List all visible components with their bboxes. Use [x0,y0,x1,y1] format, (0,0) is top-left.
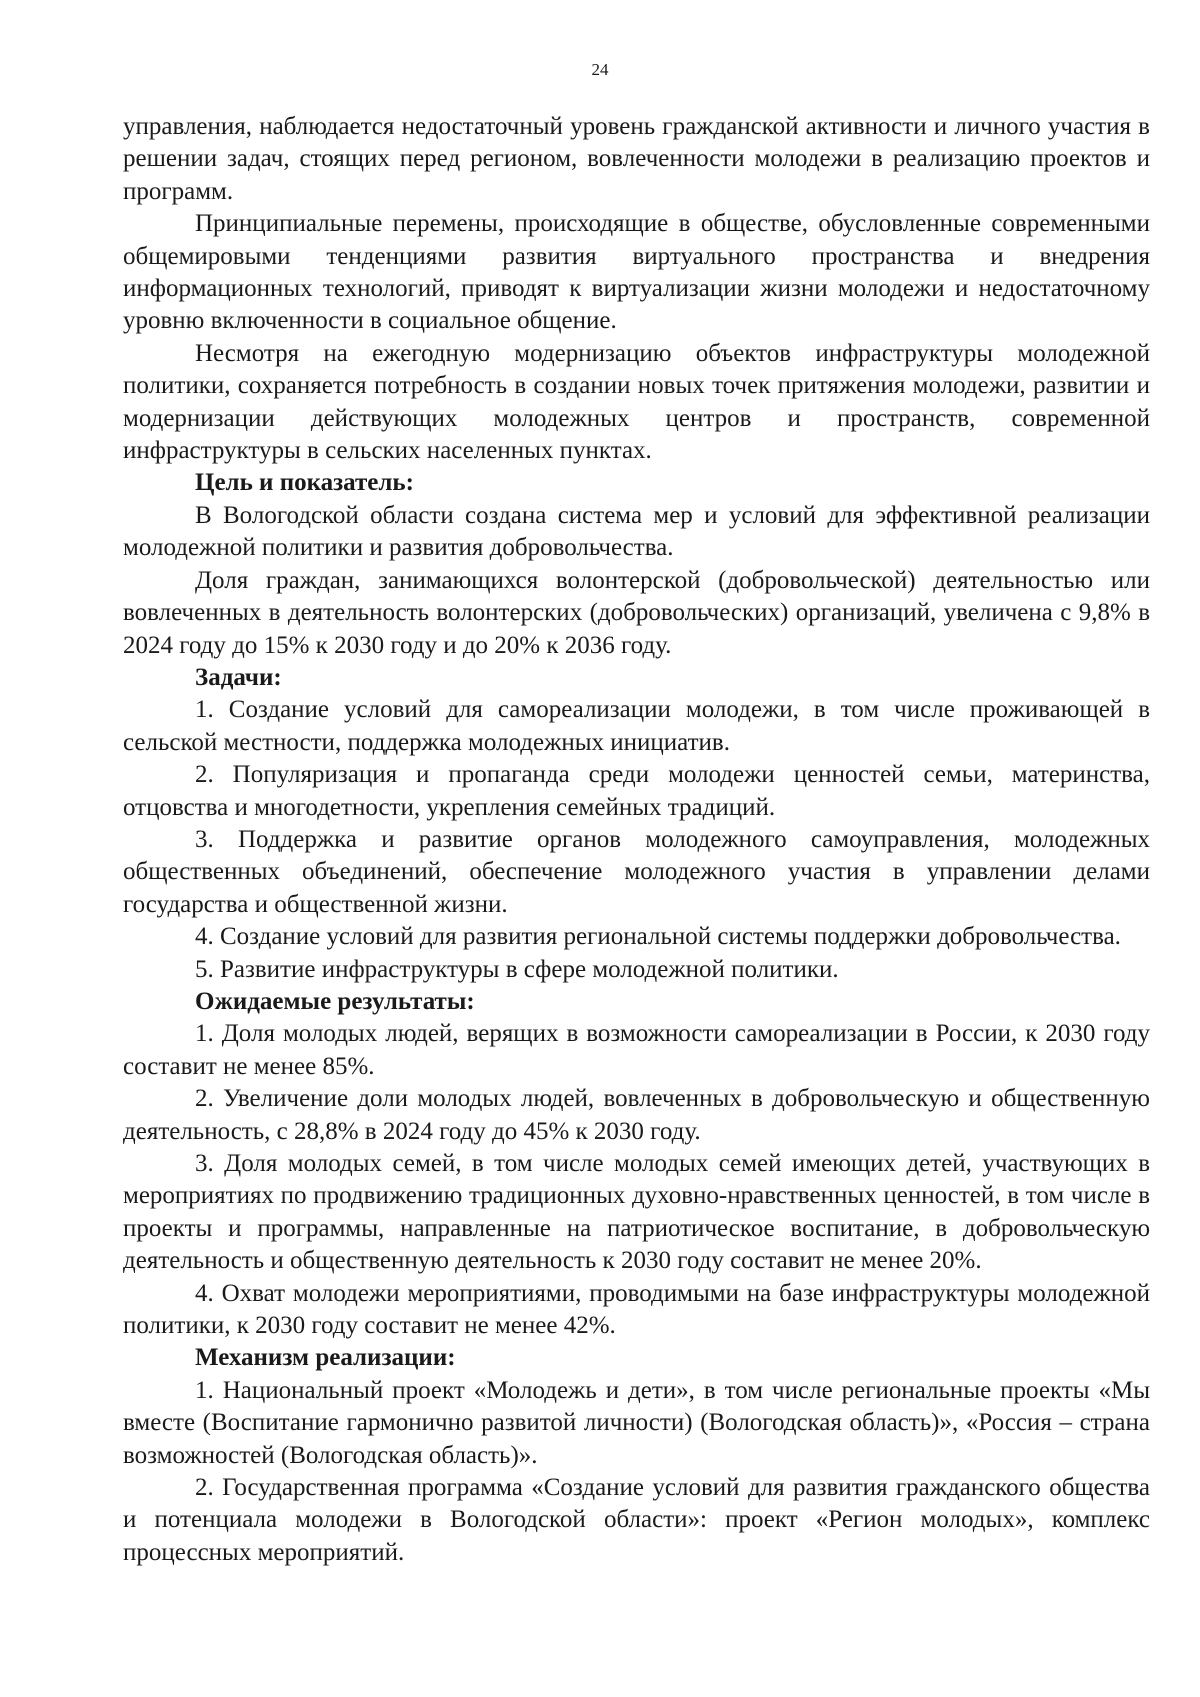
heading-expected-results: Ожидаемые результаты: [195,987,475,1015]
document-body [123,111,1150,1569]
result-item-3: 3. Доля молодых семей, в том числе молодых семей имеющих детей, участвующих в мероприятиях по продвижению традиционных духовно-нравственных ценностей, в том числе в проекты и программы, направленные на патриотическое воспитание, в добровольческую деятельность и общественную деятельность к 2030 году составит не менее 20%. [123,1150,1150,1275]
task-item-5: 5. Развитие инфраструктуры в сфере молодежной политики. [195,955,839,983]
heading-tasks: Задачи: [195,663,282,691]
heading-mechanism: Механизм реализации: [195,1344,456,1372]
task-item-1: 1. Создание условий для самореализации молодежи, в том числе проживающей в сельской местности, поддержка молодежных инициатив. [123,696,1150,756]
task-item-4: 4. Создание условий для развития региональной системы поддержки добровольчества. [195,923,1121,951]
paragraph-infrastructure: Несмотря на ежегодную модернизацию объектов инфраструктуры молодежной политики, сохраняется потребность в создании новых точек притяжения молодежи, развитии и модернизации действующих молодежных центров и пространств, современной инфраструктуры в сельских населенных пунктах. [123,339,1150,465]
heading-goal: Цель и показатель: [195,469,414,497]
result-item-2: 2. Увеличение доли молодых людей, вовлеченных в добровольческую и общественную деятельность, с 28,8% в 2024 году до 45% к 2030 году. [123,1085,1150,1145]
page-number: 24 [591,60,609,79]
paragraph-changes: Принципиальные перемены, происходящие в обществе, обусловленные современными общемировыми тенденциями развития виртуального пространства и внедрения информационных технологий, приводят к виртуализации жизни молодежи и недостаточному уровню включенности в социальное общение. [123,210,1150,335]
task-item-3: 3. Поддержка и развитие органов молодежного самоуправления, молодежных общественных объединений, обеспечение молодежного участия в управлении делами государства и общественной жизни. [123,825,1150,918]
paragraph-indicator: Доля граждан, занимающихся волонтерской (добровольческой) деятельностью или вовлеченных в деятельность волонтерских (добровольческих) организаций, увеличена с 9,8% в 2024 году до 15% к 2030 году и до 20% к 2036 году. [123,566,1150,659]
paragraph-goal: В Вологодской области создана система мер и условий для эффективной реализации молодежной политики и развития добровольчества. [123,501,1150,562]
mechanism-item-1: 1. Национальный проект «Молодежь и дети», в том числе региональные проекты «Мы вместе (Воспитание гармонично развитой личности) (Вологодская область)», «Россия – страна возможностей (Вологодская область)». [123,1376,1150,1469]
paragraph-intro-continuation: управления, наблюдается недостаточный уровень гражданской активности и личного участия в решении задач, стоящих перед регионом, вовлеченности молодежи в реализацию проектов и программ. [123,113,1150,205]
result-item-1: 1. Доля молодых людей, верящих в возможности самореализации в России, к 2030 году составит не менее 85%. [123,1020,1150,1080]
result-item-4: 4. Охват молодежи мероприятиями, проводимыми на базе инфраструктуры молодежной политики, к 2030 году составит не менее 42%. [123,1279,1150,1340]
mechanism-item-2: 2. Государственная программа «Создание условий для развития гражданского общества и потенциала молодежи в Вологодской области»: проект «Регион молодых», комплекс процессных мероприятий. [123,1474,1150,1566]
task-item-2: 2. Популяризация и пропаганда среди молодежи ценностей семьи, материнства, отцовства и многодетности, укрепления семейных традиций. [123,761,1150,821]
